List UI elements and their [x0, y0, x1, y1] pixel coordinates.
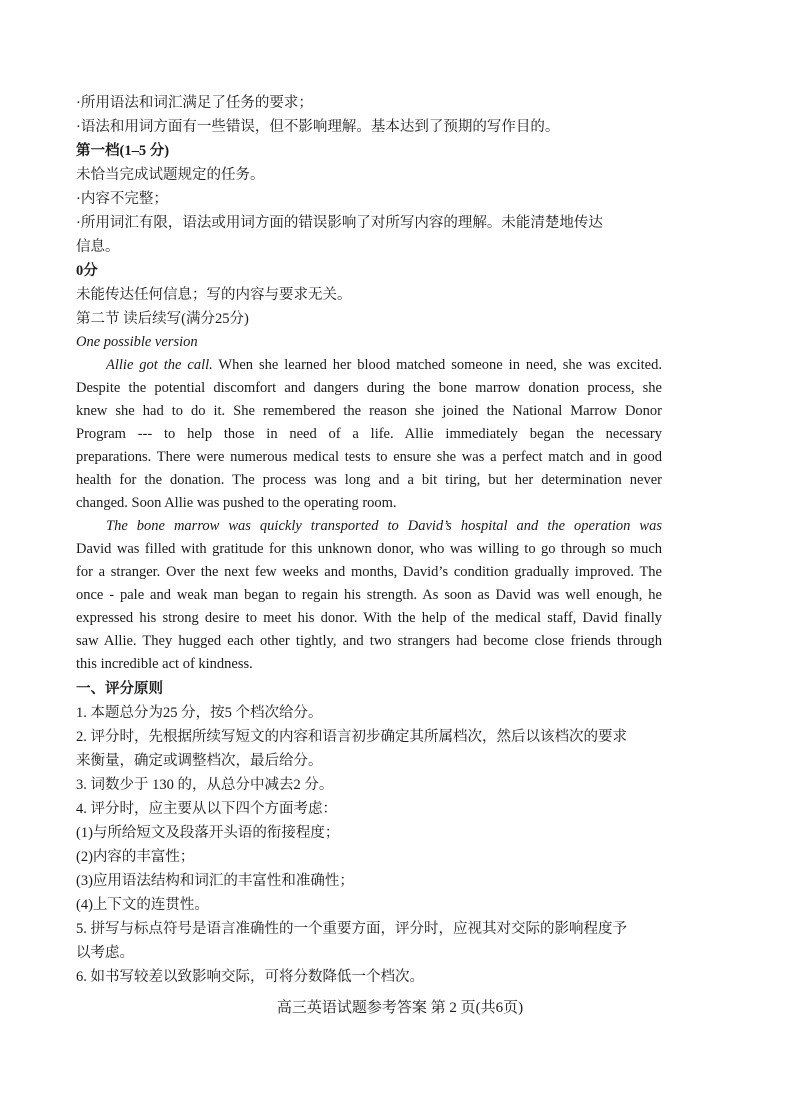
essay-line: knew she had to do it. She remembered the reason she joined the National Marrow Donor [76, 403, 662, 419]
criterion-line: ·语法和用词方面有一些错误，但不影响理解。基本达到了预期的写作目的。 [76, 119, 560, 135]
grade-heading: 0分 [76, 263, 98, 279]
criterion-line: ·内容不完整； [76, 191, 168, 207]
rule-line: 5. 拼写与标点符号是语言准确性的一个重要方面，评分时，应视其对交际的影响程度予 [76, 921, 627, 937]
essay-line: changed. Soon Allie was pushed to the operating room. [76, 495, 397, 511]
grade-heading: 第一档(1–5 分) [76, 143, 170, 159]
sample-title: One possible version [76, 334, 198, 350]
rule-line: 1. 本题总分为25 分，按5 个档次给分。 [76, 705, 323, 721]
essay-opening-phrase: The bone marrow was quickly transported to David’s hospital and the operation was [106, 518, 662, 534]
section-heading: 第二节 读后续写(满分25分) [76, 311, 249, 327]
rule-line: 来衡量，确定或调整档次，最后给分。 [76, 753, 323, 769]
rule-line: (3)应用语法结构和词汇的丰富性和准确性； [76, 873, 354, 889]
essay-line: Program --- to help those in need of a life. Allie immediately began the necessary [76, 426, 662, 442]
rule-line: (1)与所给短文及段落开头语的衔接程度； [76, 825, 340, 841]
criterion-line: 信息。 [76, 239, 120, 255]
essay-line: preparations. There were numerous medical tests to ensure she was a perfect match and in good [76, 449, 662, 465]
essay-line: for a stranger. Over the next few weeks and months, David’s condition gradually improved. The [76, 564, 662, 580]
criterion-line: 未恰当完成试题规定的任务。 [76, 167, 265, 183]
essay-line: David was filled with gratitude for this unknown donor, who was willing to go through so much [76, 541, 662, 557]
essay-line: expressed his strong desire to meet his donor. With the help of the medical staff, David finally [76, 610, 662, 626]
essay-text: When she learned her blood matched someone in need, she was excited. [212, 357, 662, 373]
essay-line [106, 354, 662, 377]
essay-opening-phrase: Allie got the call. [106, 357, 213, 373]
criterion-line: ·所用语法和词汇满足了任务的要求； [76, 95, 313, 111]
essay-line: Despite the potential discomfort and dangers during the bone marrow donation process, she [76, 380, 662, 396]
rule-line: 3. 词数少于 130 的，从总分中减去2 分。 [76, 777, 334, 793]
essay-line: health for the donation. The process was long and a bit tiring, but her determination never [76, 472, 662, 488]
rule-line: 4. 评分时，应主要从以下四个方面考虑： [76, 801, 337, 817]
rule-line: 6. 如书写较差以致影响交际，可将分数降低一个档次。 [76, 969, 424, 985]
criterion-line: 未能传达任何信息；写的内容与要求无关。 [76, 287, 352, 303]
rule-line: 2. 评分时，先根据所续写短文的内容和语言初步确定其所属档次，然后以该档次的要求 [76, 729, 627, 745]
essay-line: once - pale and weak man began to regain his strength. As soon as David was well enough, he [76, 587, 662, 603]
rule-line: 以考虑。 [76, 945, 134, 961]
page-footer: 高三英语试题参考答案 第 2 页(共6页) [276, 1000, 524, 1016]
rule-line: (4)上下文的连贯性。 [76, 897, 209, 913]
essay-line: this incredible act of kindness. [76, 656, 253, 672]
criterion-line: ·所用词汇有限，语法或用词方面的错误影响了对所写内容的理解。未能清楚地传达 [76, 215, 603, 231]
essay-line: saw Allie. They hugged each other tightly, and two strangers had become close friends through [76, 633, 662, 649]
rules-heading: 一、评分原则 [76, 681, 163, 697]
rule-line: (2)内容的丰富性； [76, 849, 195, 865]
